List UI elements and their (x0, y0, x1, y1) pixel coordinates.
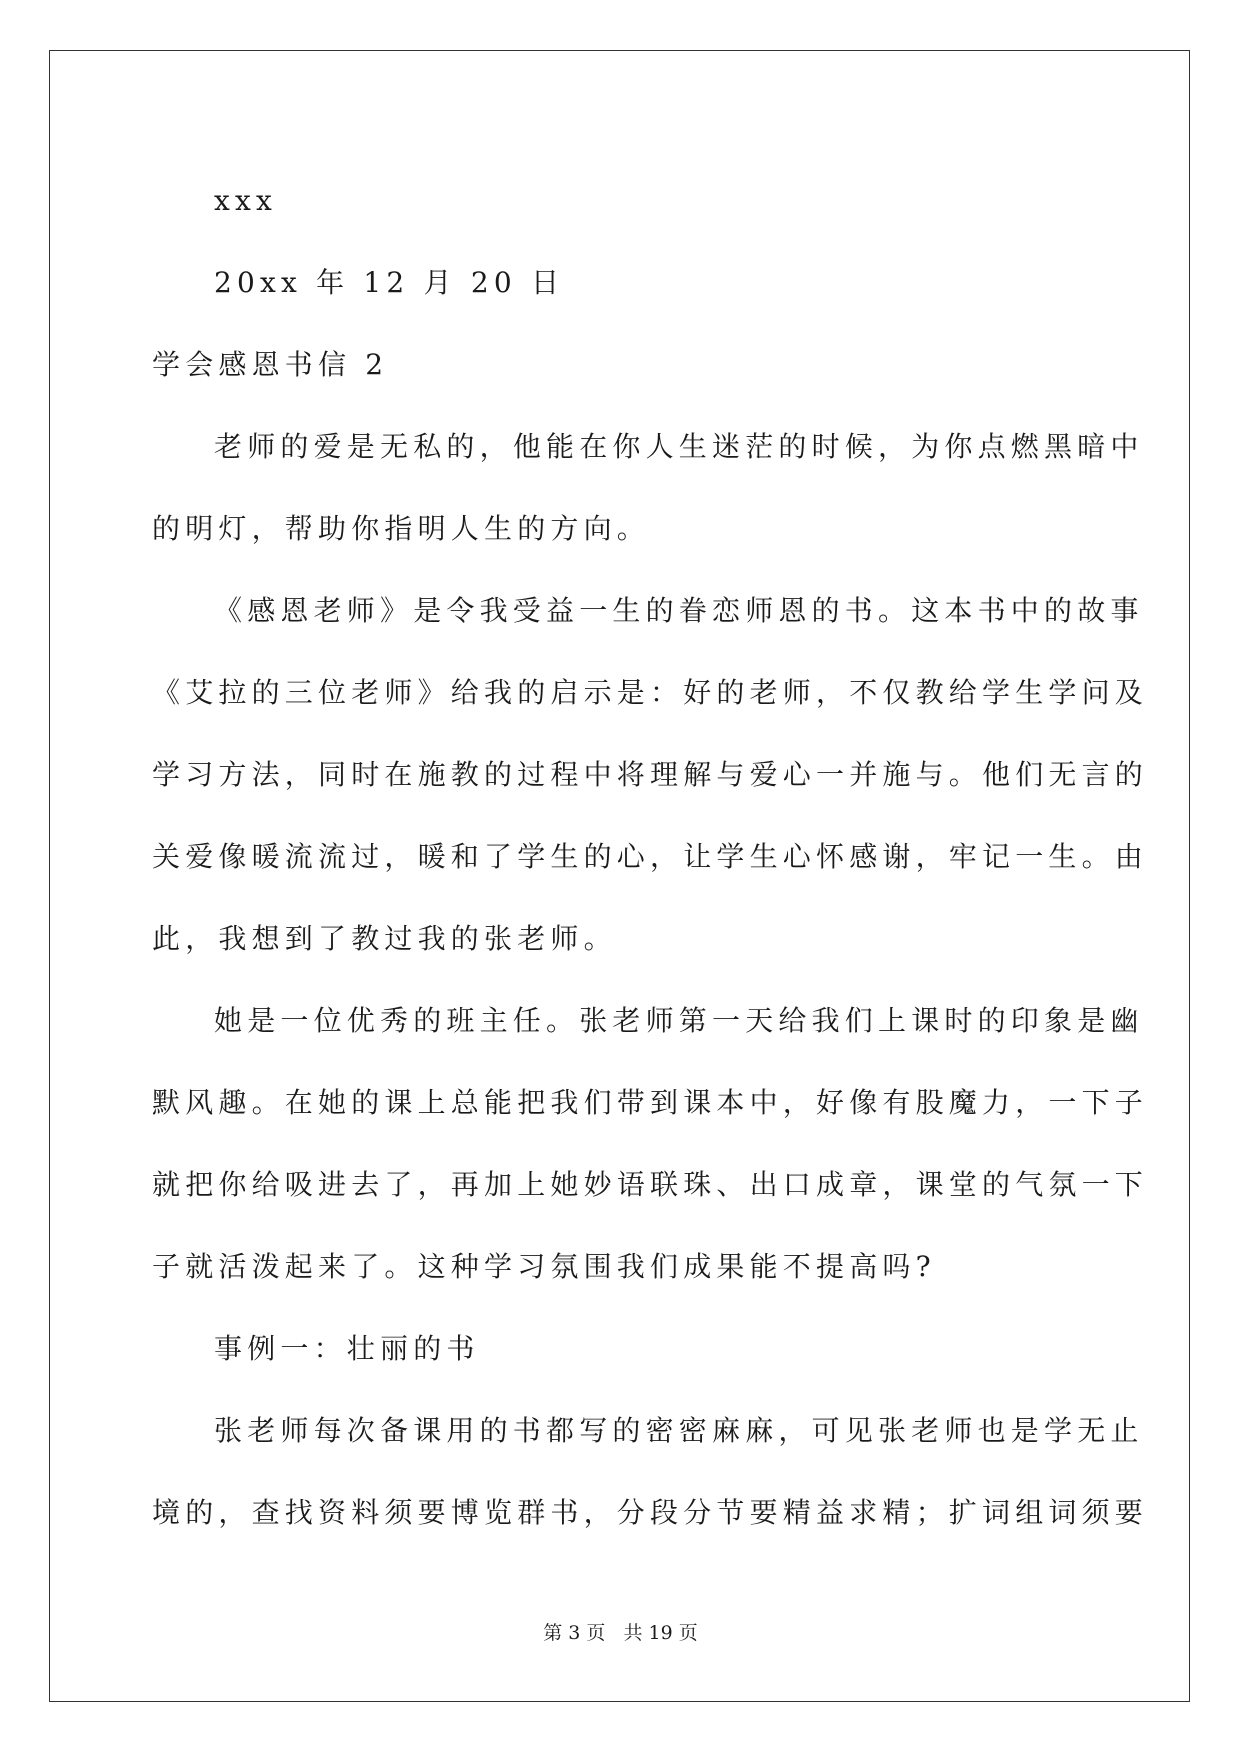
text-line: 子就活泼起来了。这种学习氛围我们成果能不提高吗? (152, 1250, 936, 1283)
text-line: 默风趣。在她的课上总能把我们带到课本中，好像有股魔力，一下子 (152, 1086, 1149, 1119)
page-total: 共 19 页 (623, 1622, 698, 1644)
text-line: 此，我想到了教过我的张老师。 (152, 922, 617, 955)
text-line: 学习方法，同时在施教的过程中将理解与爱心一并施与。他们无言的 (152, 758, 1149, 791)
text-line: 关爱像暖流流过，暖和了学生的心，让学生心怀感谢，牢记一生。由 (152, 840, 1149, 873)
text-line: 境的，查找资料须要博览群书，分段分节要精益求精；扩词组词须要 (152, 1496, 1149, 1529)
text-line: 就把你给吸进去了，再加上她妙语联珠、出口成章，课堂的气氛一下 (152, 1168, 1149, 1201)
text-line: 的明灯，帮助你指明人生的方向。 (152, 512, 651, 545)
document-body (152, 160, 1149, 1554)
text-line: 她是一位优秀的班主任。张老师第一天给我们上课时的印象是幽 (214, 1004, 1144, 1037)
example-heading: 事例一：壮丽的书 (214, 1332, 480, 1365)
text-line: 张老师每次备课用的书都写的密密麻麻，可见张老师也是学无止 (214, 1414, 1144, 1447)
signature-line: xxx (214, 184, 277, 217)
page-number: 第 3 页 (543, 1622, 606, 1644)
page-footer (0, 1618, 1241, 1645)
text-line: 《感恩老师》是令我受益一生的眷恋师恩的书。这本书中的故事 (214, 594, 1144, 627)
section-title: 学会感恩书信 2 (152, 348, 389, 381)
date-line: 20xx 年 12 月 20 日 (214, 266, 565, 299)
text-line: 老师的爱是无私的，他能在你人生迷茫的时候，为你点燃黑暗中 (214, 430, 1144, 463)
text-line: 《艾拉的三位老师》给我的启示是：好的老师，不仅教给学生学问及 (152, 676, 1149, 709)
